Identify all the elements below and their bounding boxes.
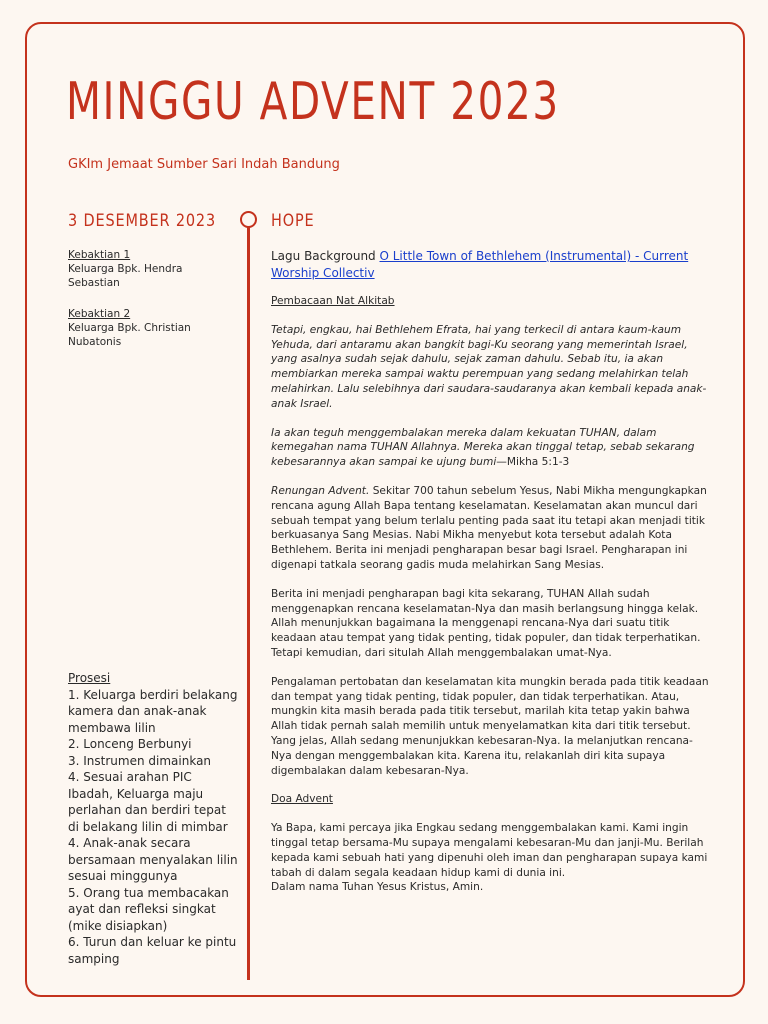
prosesi-item: 4. Sesuai arahan PIC Ibadah, Keluarga maju perlahan dan berdiri tepat di belakang lilin di mimbar (68, 770, 228, 834)
prosesi-item: 4. Anak-anak secara bersamaan menyalakan lilin sesuai minggunya (68, 836, 238, 883)
renungan-paragraph-2: Berita ini menjadi pengharapan bagi kita sekarang, TUHAN Allah sudah menggenapkan rencana keselamatan-Nya dan masih berlangsung hingga kelak. Allah menunjukkan bagaimana Ia menggenapi rencana-Nya dari suatu titik keadaan atau tempat yang tidak penting, tidak populer, dan tidak terperhatikan. Tetapi kemudian, dari situlah Allah menggembalakan umat-Nya. (271, 587, 701, 659)
background-song (271, 248, 711, 281)
prosesi-item: 1. Keluarga berdiri belakang kamera dan anak-anak membawa lilin (68, 687, 238, 735)
renungan-paragraph-3: Pengalaman pertobatan dan keselamatan kita mungkin berada pada titik keadaan dan tempat yang tidak penting, tidak populer, dan tidak terperhatikan. Atau, mungkin kita masih berada pada titik tersebut, marilah kita tetap yakin bahwa Allah tidak pernah salah memilih untuk menyelamatkan kita dari titik tersebut. Yang jelas, Allah sedang menunjukkan kebesaran-Nya. Ia melanjutkan rencana-Nya dengan menggembalakan kita. Karena itu, relakanlah diri kita supaya digembalakan dalam kebesaran-Nya. (271, 675, 709, 777)
prosesi-item: 6. Turun dan keluar ke pintu samping (68, 935, 237, 966)
background-song-label: Lagu Background (271, 249, 380, 263)
service-2-name: Kebaktian 2 (68, 308, 131, 320)
service-1 (68, 248, 233, 290)
prosesi-item: 3. Instrumen dimainkan (68, 753, 212, 768)
church-name: GKIm Jemaat Sumber Sari Indah Bandung (68, 157, 340, 172)
page-title: MINGGU ADVENT 2023 (66, 72, 560, 132)
timeline-line (247, 226, 250, 980)
doa-heading: Doa Advent (271, 793, 333, 806)
main-content (271, 248, 711, 895)
scripture-reference: —Mikha 5:1-3 (496, 456, 570, 469)
renungan-paragraph-1: Renungan Advent. Sekitar 700 tahun sebelum Yesus, Nabi Mikha mengungkapkan rencana agung Allah Bapa tentang keselamatan. Keselamatan akan muncul dari sebuah tempat yang belum terlalu penting pada saat itu tetapi akan menjadi titik berkuasanya Sang Mesias. Nabi Mikha menyebut kota tersebut adalah Kota Bethlehem. Berita ini menjadi pengharapan besar bagi Israel. Pengharapan ini digenapi tatkala seorang gadis muda melahirkan Sang Mesias. (271, 484, 707, 571)
doa-paragraph: Ya Bapa, kami percaya jika Engkau sedang menggembalakan kami. Kami ingin tinggal tetap bersama-Mu supaya mengalami kebesaran-Mu dan janji-Mu. Berilah kepada kami sebuah hati yang dipenuhi oleh iman dan pengharapan supaya kami tabah di dalam segala keadaan hidup kami di dunia ini. Dalam nama Tuhan Yesus Kristus, Amin. (271, 821, 711, 895)
service-2 (68, 307, 233, 349)
pembacaan-heading: Pembacaan Nat Alkitab (271, 295, 395, 307)
background-song-link[interactable]: O Little Town of Bethlehem (Instrumental) - Current Worship Collectiv (271, 249, 689, 280)
prosesi-item: 5. Orang tua membacakan ayat dan refleksi singkat (mike disiapkan) (68, 885, 229, 933)
service-1-family: Keluarga Bpk. Hendra Sebastian (68, 263, 183, 289)
prosesi-item: 2. Lonceng Berbunyi (68, 737, 192, 751)
service-1-name: Kebaktian 1 (68, 249, 131, 261)
pembacaan-paragraph-1: Tetapi, engkau, hai Bethlehem Efrata, hai yang terkecil di antara kaum-kaum Yehuda, dari antaramu akan bangkit bagi-Ku seorang yang memerintah Israel, yang asalnya sudah sejak dahulu, sejak zaman dahulu. Sebab itu, ia akan membiarkan mereka sampai waktu perempuan yang sedang melahirkan telah melahirkan. Lalu selebihnya dari saudara-saudaranya akan kembali kepada anak-anak Israel. (271, 323, 707, 410)
prosesi-heading: Prosesi (68, 671, 111, 685)
renungan-label: Renungan Advent. (271, 484, 370, 497)
service-2-family: Keluarga Bpk. Christian Nubatonis (68, 322, 191, 348)
prosesi-section (68, 670, 238, 967)
pembacaan-paragraph-2: Ia akan teguh menggembalakan mereka dalam kekuatan TUHAN, dalam kemegahan nama TUHAN Allahnya. Mereka akan tinggal tetap, sebab sekarang kebesarannya akan sampai ke ujung bumi—Mikha 5:1-3 (271, 426, 695, 469)
theme-heading: HOPE (271, 211, 315, 231)
doa-closing: Dalam nama Tuhan Yesus Kristus, Amin. (271, 881, 484, 894)
service-date: 3 DESEMBER 2023 (68, 211, 217, 231)
